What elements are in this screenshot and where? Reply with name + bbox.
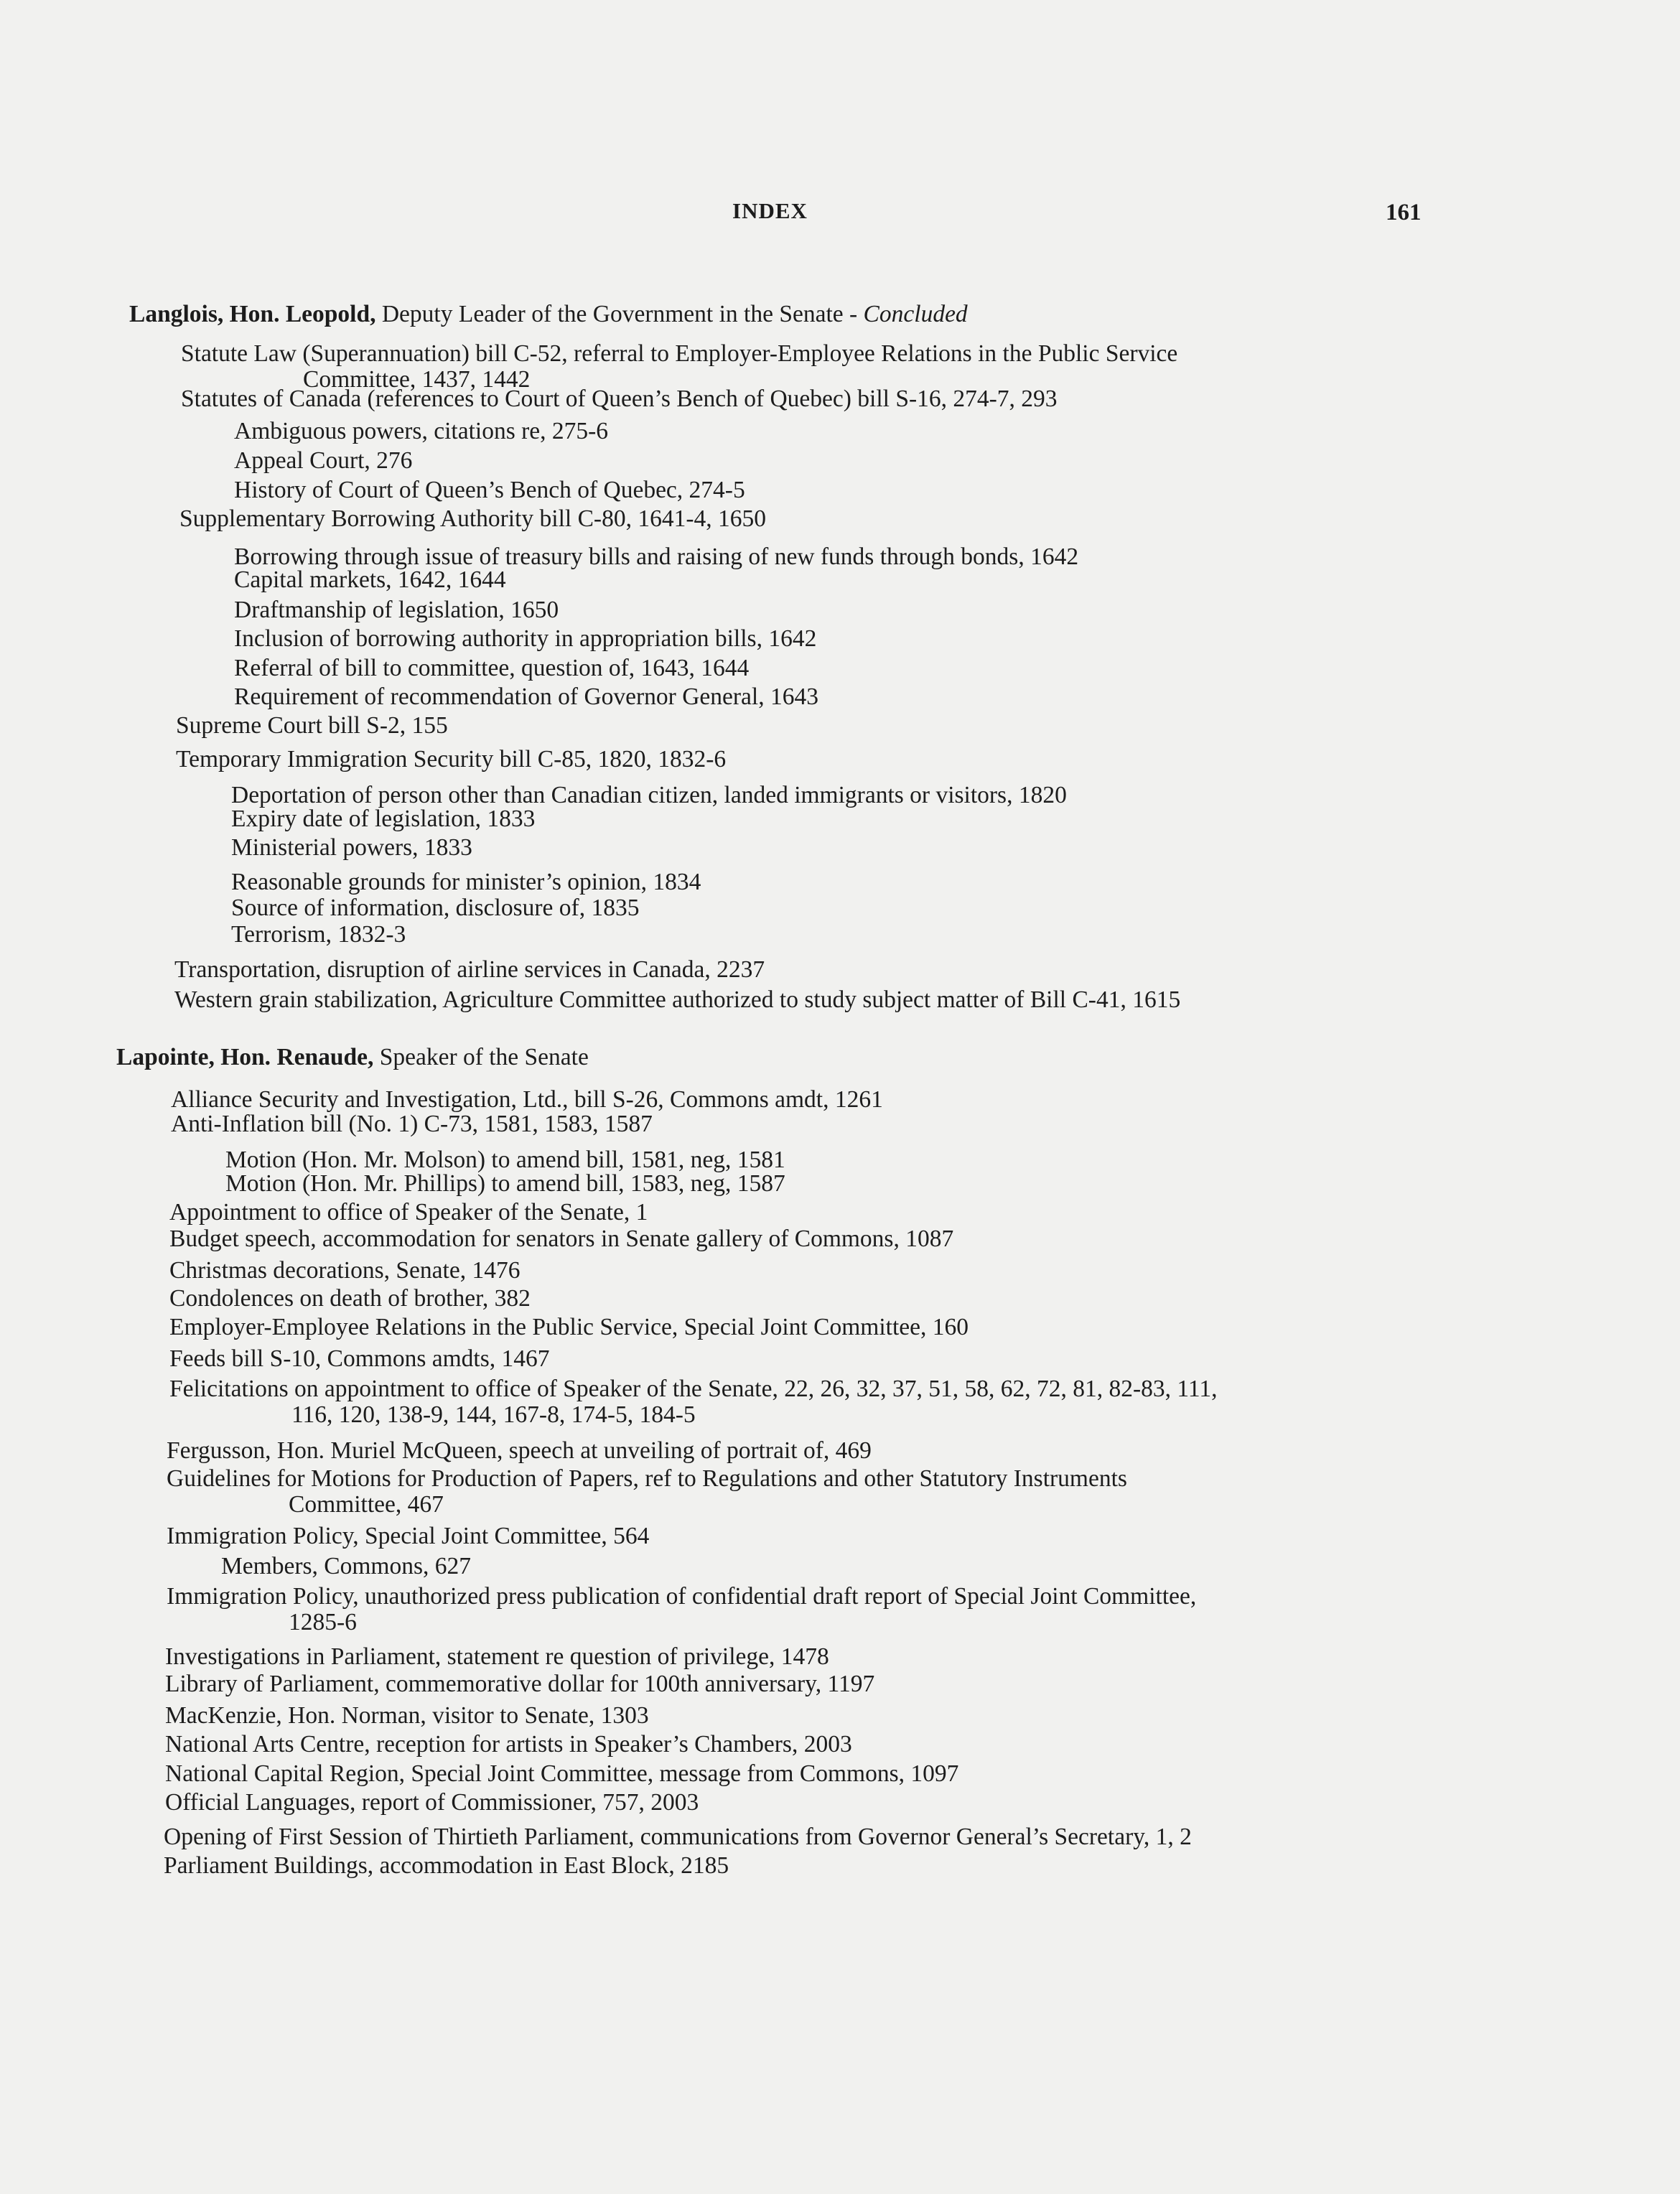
index-entry: Statutes of Canada (references to Court of Queen’s Bench of Quebec) bill S-16, 274-7, 293: [181, 386, 1058, 412]
index-entry: National Arts Centre, reception for artists in Speaker’s Chambers, 2003: [165, 1731, 852, 1757]
entry-text: Felicitations on appointment to office of Speaker of the Senate, 22, 26, 32, 37, 51, 58, 62, 72, 81, 82-83, 111,: [169, 1376, 1218, 1402]
index-subentry: Motion (Hon. Mr. Phillips) to amend bill, 1583, neg, 1587: [225, 1170, 785, 1197]
index-subentry: Ministerial powers, 1833: [231, 834, 472, 861]
page-title: INDEX: [732, 198, 808, 223]
index-subentry: Draftmanship of legislation, 1650: [234, 597, 559, 623]
index-entry: Christmas decorations, Senate, 1476: [169, 1257, 521, 1284]
index-entry: Immigration Policy, Special Joint Committee, 564: [167, 1523, 650, 1549]
index-entry: Fergusson, Hon. Muriel McQueen, speech at unveiling of portrait of, 469: [167, 1437, 872, 1464]
concluded-note: Concluded: [863, 301, 968, 327]
index-entry: Library of Parliament, commemorative dollar for 100th anniversary, 1197: [165, 1671, 875, 1697]
index-entry: [167, 1584, 1414, 1635]
index-subentry: Reasonable grounds for minister’s opinion, 1834: [231, 869, 701, 895]
index-entry: Supplementary Borrowing Authority bill C-80, 1641-4, 1650: [179, 505, 766, 532]
index-entry: [167, 1466, 1414, 1518]
index-entry: MacKenzie, Hon. Norman, visitor to Senate, 1303: [165, 1702, 649, 1729]
index-entry: Employer-Employee Relations in the Public Service, Special Joint Committee, 160: [169, 1314, 969, 1340]
entry-text: Guidelines for Motions for Production of Papers, ref to Regulations and other Statutory Instruments: [167, 1465, 1127, 1492]
index-subentry: Members, Commons, 627: [221, 1553, 472, 1579]
index-entry: [169, 1376, 1416, 1428]
heading-role: Deputy Leader of the Government in the Senate -: [375, 301, 864, 327]
index-entry: Appointment to office of Speaker of the Senate, 1: [169, 1199, 648, 1226]
index-entry: Feeds bill S-10, Commons amdts, 1467: [169, 1345, 550, 1372]
index-entry: Alliance Security and Investigation, Ltd., bill S-26, Commons amdt, 1261: [171, 1086, 883, 1113]
entry-continuation: Committee, 1437, 1442: [303, 366, 531, 393]
index-subentry: Terrorism, 1832-3: [231, 921, 406, 948]
heading-name: Lapointe, Hon. Renaude,: [116, 1044, 374, 1070]
index-subentry: Ambiguous powers, citations re, 275-6: [234, 418, 609, 444]
index-subentry: Inclusion of borrowing authority in appropriation bills, 1642: [234, 625, 817, 652]
index-subentry: Borrowing through issue of treasury bills and raising of new funds through bonds, 1642: [234, 543, 1079, 570]
entry-text: Statute Law (Superannuation) bill C-52, referral to Employer-Employee Relations in the Public Service: [181, 340, 1178, 367]
index-subentry: Referral of bill to committee, question of, 1643, 1644: [234, 655, 750, 681]
entry-continuation: 116, 120, 138-9, 144, 167-8, 174-5, 184-5: [291, 1401, 696, 1428]
index-entry: Parliament Buildings, accommodation in East Block, 2185: [164, 1852, 729, 1879]
entry-text: Immigration Policy, unauthorized press publication of confidential draft report of Special Joint Committee,: [167, 1583, 1197, 1610]
index-entry: Official Languages, report of Commissioner, 757, 2003: [165, 1789, 699, 1816]
index-entry: Opening of First Session of Thirtieth Parliament, communications from Governor General’s Secretary, 1, 2: [164, 1824, 1192, 1850]
index-entry: Supreme Court bill S-2, 155: [176, 712, 448, 739]
entry-continuation: Committee, 467: [289, 1491, 444, 1518]
index-entry: Transportation, disruption of airline services in Canada, 2237: [174, 956, 765, 983]
heading-langlois: [129, 302, 968, 327]
page-number: 161: [1386, 200, 1422, 225]
index-entry: Western grain stabilization, Agriculture Committee authorized to study subject matter of Bill C-41, 1615: [174, 986, 1181, 1013]
running-head: [0, 198, 1680, 234]
index-entry: Condolences on death of brother, 382: [169, 1285, 531, 1312]
heading-role: Speaker of the Senate: [373, 1044, 589, 1070]
heading-lapointe: [116, 1045, 589, 1070]
index-entry: Anti-Inflation bill (No. 1) C-73, 1581, 1583, 1587: [171, 1111, 653, 1137]
index-entry: Budget speech, accommodation for senators in Senate gallery of Commons, 1087: [169, 1226, 954, 1252]
index-subentry: Capital markets, 1642, 1644: [234, 566, 506, 593]
index-entry: National Capital Region, Special Joint Committee, message from Commons, 1097: [165, 1760, 959, 1787]
index-subentry: Motion (Hon. Mr. Molson) to amend bill, 1581, neg, 1581: [225, 1147, 785, 1173]
index-subentry: Source of information, disclosure of, 1835: [231, 895, 640, 921]
index-subentry: Appeal Court, 276: [234, 447, 413, 474]
index-subentry: Deportation of person other than Canadian citizen, landed immigrants or visitors, 1820: [231, 782, 1067, 808]
index-entry: Temporary Immigration Security bill C-85, 1820, 1832-6: [176, 746, 727, 772]
index-subentry: Requirement of recommendation of Governor General, 1643: [234, 683, 818, 710]
entry-continuation: 1285-6: [289, 1609, 357, 1635]
index-subentry: History of Court of Queen’s Bench of Quebec, 274-5: [234, 477, 745, 503]
index-entry: Investigations in Parliament, statement re question of privilege, 1478: [165, 1643, 829, 1670]
index-subentry: Expiry date of legislation, 1833: [231, 806, 536, 832]
heading-name: Langlois, Hon. Leopold,: [129, 301, 376, 327]
